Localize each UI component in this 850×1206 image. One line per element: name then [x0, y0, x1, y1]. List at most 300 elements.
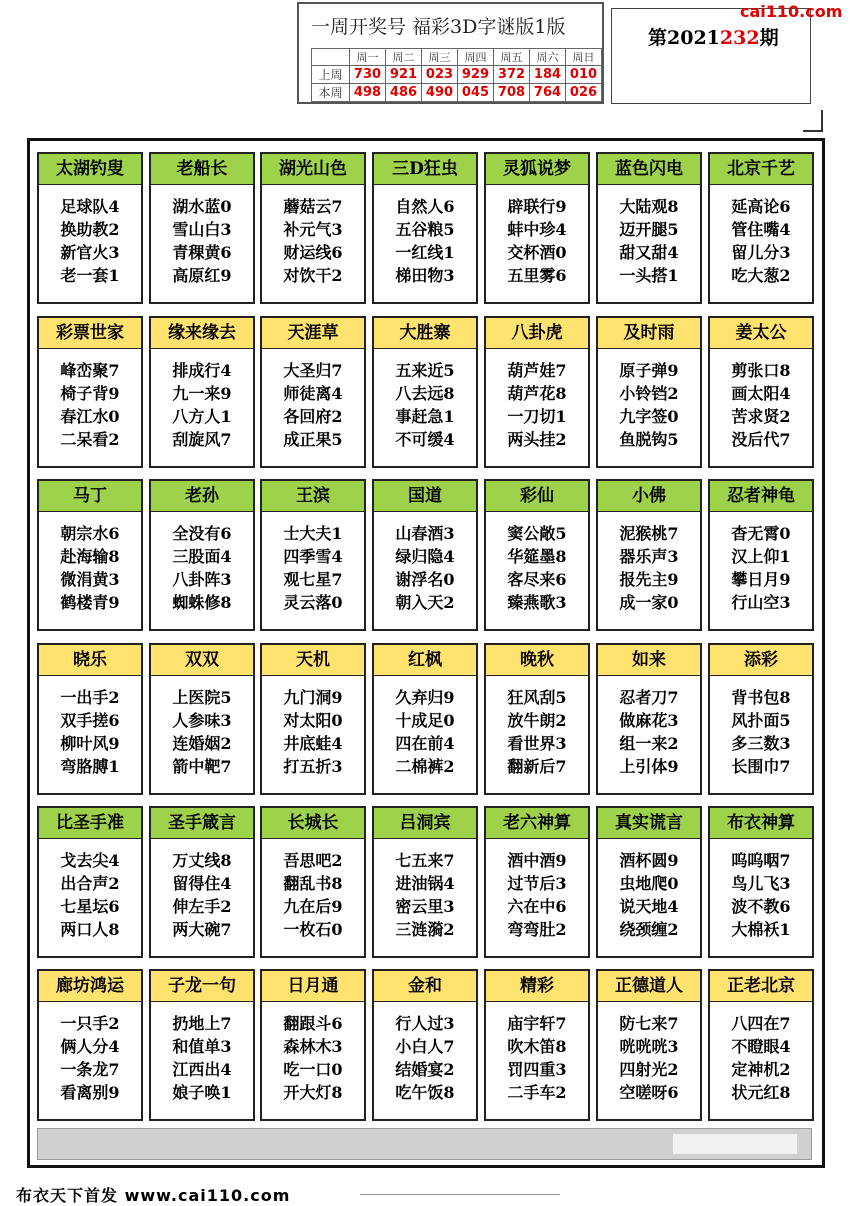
- day-label: 周四: [458, 49, 494, 66]
- riddle-line: 森林木3: [283, 1037, 343, 1056]
- riddle-line: 朝宗水6: [60, 524, 120, 543]
- riddle-lines: [151, 522, 253, 614]
- riddle-line: 六在中6: [507, 897, 567, 916]
- riddle-lines: [262, 1012, 364, 1104]
- riddle-line: 自然人6: [395, 197, 455, 216]
- riddle-line: 俩人分4: [60, 1037, 120, 1056]
- riddle-line: 状元红8: [731, 1083, 791, 1102]
- riddle-line: 万丈线8: [172, 851, 232, 870]
- riddle-line: 大棉袄1: [731, 920, 791, 939]
- puzzle-card: [260, 806, 366, 958]
- riddle-line: 士大夫1: [283, 524, 343, 543]
- puzzle-card: [484, 806, 590, 958]
- puzzle-card: [37, 806, 143, 958]
- riddle-line: 交杯酒0: [507, 243, 567, 262]
- card-title: 八卦虎: [486, 318, 588, 349]
- card-title: 如来: [598, 645, 700, 676]
- puzzle-card: [37, 643, 143, 795]
- riddle-line: 五谷粮5: [395, 220, 455, 239]
- riddle-line: 出合声2: [60, 874, 120, 893]
- puzzle-card: [260, 316, 366, 468]
- riddle-line: 葫芦娃7: [507, 361, 567, 380]
- riddle-line: 蚌中珍4: [507, 220, 567, 239]
- puzzle-card: [484, 969, 590, 1121]
- riddle-lines: [151, 849, 253, 941]
- riddle-line: 两头挂2: [507, 430, 567, 449]
- riddle-line: 弯胳膊1: [60, 757, 120, 776]
- card-title: 太湖钓叟: [39, 154, 141, 185]
- riddle-lines: [598, 1012, 700, 1104]
- riddle-line: 七五来7: [395, 851, 455, 870]
- riddle-line: 翻新后7: [507, 757, 567, 776]
- riddle-line: 九在后9: [283, 897, 343, 916]
- puzzle-card: [372, 316, 478, 468]
- bottom-bar-box: [673, 1134, 797, 1154]
- riddle-line: 一出手2: [60, 688, 120, 707]
- puzzle-card: [149, 969, 255, 1121]
- riddle-line: 打五折3: [283, 757, 343, 776]
- puzzle-card: [484, 643, 590, 795]
- riddle-line: 八四在7: [731, 1014, 791, 1033]
- card-title: 小佛: [598, 481, 700, 512]
- riddle-line: 梯田物3: [395, 266, 455, 285]
- riddle-line: 一头搭1: [619, 266, 679, 285]
- riddle-line: 小白人7: [395, 1037, 455, 1056]
- riddle-line: 二棉裤2: [395, 757, 455, 776]
- card-title: 老六神算: [486, 808, 588, 839]
- riddle-line: 椅子背9: [60, 384, 120, 403]
- riddle-line: 风扑面5: [731, 711, 791, 730]
- card-title: 布衣神算: [710, 808, 812, 839]
- riddle-line: 微涓黄3: [60, 570, 120, 589]
- riddle-line: 说天地4: [619, 897, 679, 916]
- card-title: 三D狂虫: [374, 154, 476, 185]
- riddle-lines: [151, 1012, 253, 1104]
- riddle-lines: [598, 522, 700, 614]
- day-label: 周六: [530, 49, 566, 66]
- riddle-line: 绕颈缠2: [619, 920, 679, 939]
- riddle-line: 酒杯圆9: [619, 851, 679, 870]
- riddle-line: 五里雾6: [507, 266, 567, 285]
- riddle-line: 成正果5: [283, 430, 343, 449]
- riddle-lines: [374, 849, 476, 941]
- riddle-line: 高原红9: [172, 266, 232, 285]
- day-label: 周日: [566, 49, 602, 66]
- riddle-lines: [39, 1012, 141, 1104]
- puzzle-card: [708, 152, 814, 304]
- riddle-line: 一枚石0: [283, 920, 343, 939]
- draw-number: 010: [566, 66, 602, 84]
- riddle-line: 上医院5: [172, 688, 232, 707]
- riddle-line: 翻乱书8: [283, 874, 343, 893]
- card-title: 大胜寨: [374, 318, 476, 349]
- riddle-line: 留儿分3: [731, 243, 791, 262]
- riddle-line: 酒中酒9: [507, 851, 567, 870]
- puzzle-card: [596, 806, 702, 958]
- card-title: 长城长: [262, 808, 364, 839]
- riddle-lines: [39, 522, 141, 614]
- riddle-lines: [486, 1012, 588, 1104]
- riddle-line: 柳叶风9: [60, 734, 120, 753]
- puzzle-card: [260, 969, 366, 1121]
- riddle-line: 杳无霄0: [731, 524, 791, 543]
- riddle-line: 进油锅4: [395, 874, 455, 893]
- riddle-line: 补元气3: [283, 220, 343, 239]
- riddle-line: 剪张口8: [731, 361, 791, 380]
- riddle-lines: [374, 359, 476, 451]
- riddle-line: 成一家0: [619, 593, 679, 612]
- draw-number: 764: [530, 84, 566, 102]
- day-label: 周三: [422, 49, 458, 66]
- riddle-line: 连婚姻2: [172, 734, 232, 753]
- riddle-lines: [262, 359, 364, 451]
- puzzle-card: [372, 479, 478, 631]
- riddle-line: 鹤楼青9: [60, 593, 120, 612]
- riddle-line: 老一套1: [60, 266, 120, 285]
- riddle-line: 五来近5: [395, 361, 455, 380]
- divider: [360, 1194, 560, 1195]
- riddle-line: 财运线6: [283, 243, 343, 262]
- riddle-line: 呜呜咽7: [731, 851, 791, 870]
- riddle-line: 新官火3: [60, 243, 120, 262]
- riddle-lines: [374, 1012, 476, 1104]
- riddle-line: 三涟漪2: [395, 920, 455, 939]
- riddle-line: 不可缓4: [395, 430, 455, 449]
- riddle-line: 管住嘴4: [731, 220, 791, 239]
- riddle-line: 甜又甜4: [619, 243, 679, 262]
- riddle-line: 咣咣咣3: [619, 1037, 679, 1056]
- riddle-lines: [262, 686, 364, 778]
- day-label: 周二: [386, 49, 422, 66]
- weekly-draw-panel: [297, 2, 604, 104]
- riddle-lines: [374, 195, 476, 287]
- riddle-line: 过节后3: [507, 874, 567, 893]
- riddle-line: 泥猴桃7: [619, 524, 679, 543]
- riddle-line: 华筵墨8: [507, 547, 567, 566]
- bottom-bar: [37, 1128, 812, 1160]
- puzzle-card: [372, 969, 478, 1121]
- riddle-line: 行人过3: [395, 1014, 455, 1033]
- draw-number: 730: [350, 66, 386, 84]
- riddle-line: 多三数3: [731, 734, 791, 753]
- riddle-line: 长围巾7: [731, 757, 791, 776]
- site-logo: cai110.com: [740, 2, 843, 21]
- riddle-lines: [598, 359, 700, 451]
- riddle-lines: [486, 359, 588, 451]
- riddle-line: 上引体9: [619, 757, 679, 776]
- riddle-line: 翻跟斗6: [283, 1014, 343, 1033]
- riddle-lines: [598, 686, 700, 778]
- riddle-lines: [486, 849, 588, 941]
- riddle-line: 葫芦花8: [507, 384, 567, 403]
- card-title: 晓乐: [39, 645, 141, 676]
- puzzle-card: [37, 152, 143, 304]
- puzzle-card: [708, 643, 814, 795]
- card-title: 双双: [151, 645, 253, 676]
- riddle-line: 谢浮名0: [395, 570, 455, 589]
- riddle-line: 二手车2: [507, 1083, 567, 1102]
- puzzle-card: [149, 479, 255, 631]
- riddle-line: 江西出4: [172, 1060, 232, 1079]
- riddle-line: 九门洞9: [283, 688, 343, 707]
- riddle-lines: [39, 359, 141, 451]
- riddle-lines: [598, 849, 700, 941]
- riddle-line: 四季雪4: [283, 547, 343, 566]
- riddle-line: 八去远8: [395, 384, 455, 403]
- riddle-line: 刮旋风7: [172, 430, 232, 449]
- panel-title: 一周开奖号 福彩3D字谜版1版: [311, 16, 566, 38]
- riddle-line: 戈去尖4: [60, 851, 120, 870]
- riddle-line: 忍者刀7: [619, 688, 679, 707]
- puzzle-card: [708, 806, 814, 958]
- riddle-lines: [262, 522, 364, 614]
- puzzle-card: [596, 316, 702, 468]
- riddle-line: 四射光2: [619, 1060, 679, 1079]
- puzzle-card: [37, 969, 143, 1121]
- riddle-line: 久弃归9: [395, 688, 455, 707]
- card-title: 吕洞宾: [374, 808, 476, 839]
- puzzle-card: [372, 643, 478, 795]
- card-title: 忍者神龟: [710, 481, 812, 512]
- riddle-line: 七星坛6: [60, 897, 120, 916]
- riddle-line: 雪山白3: [172, 220, 232, 239]
- puzzle-card: [708, 969, 814, 1121]
- riddle-line: 观七星7: [283, 570, 343, 589]
- riddle-line: 一红线1: [395, 243, 455, 262]
- last-week-label: 上周: [312, 66, 350, 84]
- riddle-line: 吃午饭8: [395, 1083, 455, 1102]
- draw-number: 708: [494, 84, 530, 102]
- draw-results-table: [311, 48, 602, 102]
- card-title: 王滨: [262, 481, 364, 512]
- draw-number: 498: [350, 84, 386, 102]
- riddle-line: 吹木笛8: [507, 1037, 567, 1056]
- day-label: 周五: [494, 49, 530, 66]
- riddle-line: 看离别9: [60, 1083, 120, 1102]
- card-title: 天涯草: [262, 318, 364, 349]
- riddle-line: 波不教6: [731, 897, 791, 916]
- card-title: 精彩: [486, 971, 588, 1002]
- this-week-label: 本周: [312, 84, 350, 102]
- card-title: 蓝色闪电: [598, 154, 700, 185]
- riddle-line: 臻燕歌3: [507, 593, 567, 612]
- riddle-line: 留得住4: [172, 874, 232, 893]
- riddle-line: 弯弯肚2: [507, 920, 567, 939]
- riddle-line: 延高论6: [731, 197, 791, 216]
- puzzle-card: [484, 479, 590, 631]
- riddle-line: 九字签0: [619, 407, 679, 426]
- riddle-line: 攀日月9: [731, 570, 791, 589]
- card-title: 马丁: [39, 481, 141, 512]
- puzzle-card: [260, 152, 366, 304]
- card-title: 彩票世家: [39, 318, 141, 349]
- riddle-lines: [374, 522, 476, 614]
- puzzle-card: [596, 152, 702, 304]
- riddle-line: 迈开腿5: [619, 220, 679, 239]
- puzzle-card: [37, 316, 143, 468]
- riddle-line: 开大灯8: [283, 1083, 343, 1102]
- draw-number: 184: [530, 66, 566, 84]
- riddle-lines: [710, 522, 812, 614]
- riddle-lines: [39, 686, 141, 778]
- card-title: 晚秋: [486, 645, 588, 676]
- draw-number: 929: [458, 66, 494, 84]
- puzzle-card: [149, 316, 255, 468]
- card-title: 正德道人: [598, 971, 700, 1002]
- card-title: 姜太公: [710, 318, 812, 349]
- card-title: 彩仙: [486, 481, 588, 512]
- puzzle-card: [372, 152, 478, 304]
- puzzle-card: [596, 479, 702, 631]
- puzzle-card: [260, 643, 366, 795]
- puzzle-card: [484, 152, 590, 304]
- card-title: 日月通: [262, 971, 364, 1002]
- riddle-lines: [39, 195, 141, 287]
- puzzle-card: [149, 643, 255, 795]
- puzzle-card: [372, 806, 478, 958]
- riddle-line: 一只手2: [60, 1014, 120, 1033]
- riddle-line: 赴海输8: [60, 547, 120, 566]
- riddle-line: 扔地上7: [172, 1014, 232, 1033]
- riddle-line: 峰峦聚7: [60, 361, 120, 380]
- riddle-line: 排成行4: [172, 361, 232, 380]
- this-week-row: [312, 84, 602, 102]
- puzzle-card: [708, 479, 814, 631]
- puzzle-card: [708, 316, 814, 468]
- riddle-line: 做麻花3: [619, 711, 679, 730]
- riddle-line: 辟联行9: [507, 197, 567, 216]
- riddle-line: 行山空3: [731, 593, 791, 612]
- riddle-line: 放牛朗2: [507, 711, 567, 730]
- riddle-line: 密云里3: [395, 897, 455, 916]
- puzzle-card: [596, 969, 702, 1121]
- riddle-line: 庙宇轩7: [507, 1014, 567, 1033]
- riddle-line: 足球队4: [60, 197, 120, 216]
- riddle-line: 和值单3: [172, 1037, 232, 1056]
- riddle-line: 事赶急1: [395, 407, 455, 426]
- riddle-lines: [486, 195, 588, 287]
- riddle-line: 两大碗7: [172, 920, 232, 939]
- card-title: 北京千艺: [710, 154, 812, 185]
- card-title: 湖光山色: [262, 154, 364, 185]
- riddle-line: 窦公敞5: [507, 524, 567, 543]
- riddle-line: 看世界3: [507, 734, 567, 753]
- riddle-line: 罚四重3: [507, 1060, 567, 1079]
- riddle-line: 报先主9: [619, 570, 679, 589]
- riddle-line: 定神机2: [731, 1060, 791, 1079]
- card-title: 红枫: [374, 645, 476, 676]
- puzzle-card: [596, 643, 702, 795]
- riddle-line: 人参味3: [172, 711, 232, 730]
- riddle-line: 组一来2: [619, 734, 679, 753]
- riddle-line: 春江水0: [60, 407, 120, 426]
- riddle-line: 伸左手2: [172, 897, 232, 916]
- riddle-lines: [710, 686, 812, 778]
- riddle-line: 一条龙7: [60, 1060, 120, 1079]
- card-title: 子龙一句: [151, 971, 253, 1002]
- draw-number: 486: [386, 84, 422, 102]
- riddle-line: 狂风刮5: [507, 688, 567, 707]
- card-title: 添彩: [710, 645, 812, 676]
- card-title: 国道: [374, 481, 476, 512]
- draw-number: 045: [458, 84, 494, 102]
- riddle-lines: [39, 849, 141, 941]
- card-title: 缘来缘去: [151, 318, 253, 349]
- riddle-lines: [151, 195, 253, 287]
- card-title: 真实谎言: [598, 808, 700, 839]
- riddle-lines: [374, 686, 476, 778]
- riddle-line: 背书包8: [731, 688, 791, 707]
- riddle-line: 湖水蓝0: [172, 197, 232, 216]
- draw-number: 921: [386, 66, 422, 84]
- riddle-line: 绿归隐4: [395, 547, 455, 566]
- last-week-row: [312, 66, 602, 84]
- riddle-line: 虫地爬0: [619, 874, 679, 893]
- riddle-lines: [151, 686, 253, 778]
- riddle-line: 两口人8: [60, 920, 120, 939]
- card-title: 金和: [374, 971, 476, 1002]
- riddle-line: 吾思吧2: [283, 851, 343, 870]
- riddle-lines: [710, 849, 812, 941]
- card-title: 正老北京: [710, 971, 812, 1002]
- puzzle-card: [37, 479, 143, 631]
- card-title: 天机: [262, 645, 364, 676]
- riddle-lines: [262, 195, 364, 287]
- issue-highlight: 232: [719, 27, 760, 49]
- riddle-line: 器乐声3: [619, 547, 679, 566]
- riddle-line: 八卦阵3: [172, 570, 232, 589]
- puzzle-card: [484, 316, 590, 468]
- puzzle-card: [260, 479, 366, 631]
- riddle-lines: [151, 359, 253, 451]
- day-header-row: [312, 49, 602, 66]
- riddle-lines: [486, 686, 588, 778]
- riddle-line: 蘑菇云7: [283, 197, 343, 216]
- riddle-line: 九一来9: [172, 384, 232, 403]
- riddle-line: 山春酒3: [395, 524, 455, 543]
- divider: [821, 110, 823, 132]
- riddle-line: 原子弹9: [619, 361, 679, 380]
- card-title: 老船长: [151, 154, 253, 185]
- riddle-line: 换助教2: [60, 220, 120, 239]
- card-title: 比圣手准: [39, 808, 141, 839]
- riddle-line: 对太阳0: [283, 711, 343, 730]
- riddle-line: 八方人1: [172, 407, 232, 426]
- riddle-line: 空嗟呀6: [619, 1083, 679, 1102]
- riddle-line: 井底蛙4: [283, 734, 343, 753]
- riddle-line: 吃大葱2: [731, 266, 791, 285]
- riddle-line: 各回府2: [283, 407, 343, 426]
- draw-number: 372: [494, 66, 530, 84]
- card-title: 圣手箴言: [151, 808, 253, 839]
- riddle-line: 娘子唤1: [172, 1083, 232, 1102]
- card-title: 廊坊鸿运: [39, 971, 141, 1002]
- riddle-line: 没后代7: [731, 430, 791, 449]
- riddle-line: 鱼脱钩5: [619, 430, 679, 449]
- riddle-line: 一刀切1: [507, 407, 567, 426]
- riddle-line: 小铃铛2: [619, 384, 679, 403]
- riddle-line: 吃一口0: [283, 1060, 343, 1079]
- footer-text: 布衣天下首发 www.cai110.com: [16, 1186, 291, 1205]
- riddle-line: 灵云落0: [283, 593, 343, 612]
- riddle-line: 画太阳4: [731, 384, 791, 403]
- divider: [803, 130, 823, 132]
- riddle-line: 对饮干2: [283, 266, 343, 285]
- issue-number: 第2021232期: [648, 27, 779, 49]
- riddle-line: 苦求贤2: [731, 407, 791, 426]
- card-title: 及时雨: [598, 318, 700, 349]
- card-title: 老孙: [151, 481, 253, 512]
